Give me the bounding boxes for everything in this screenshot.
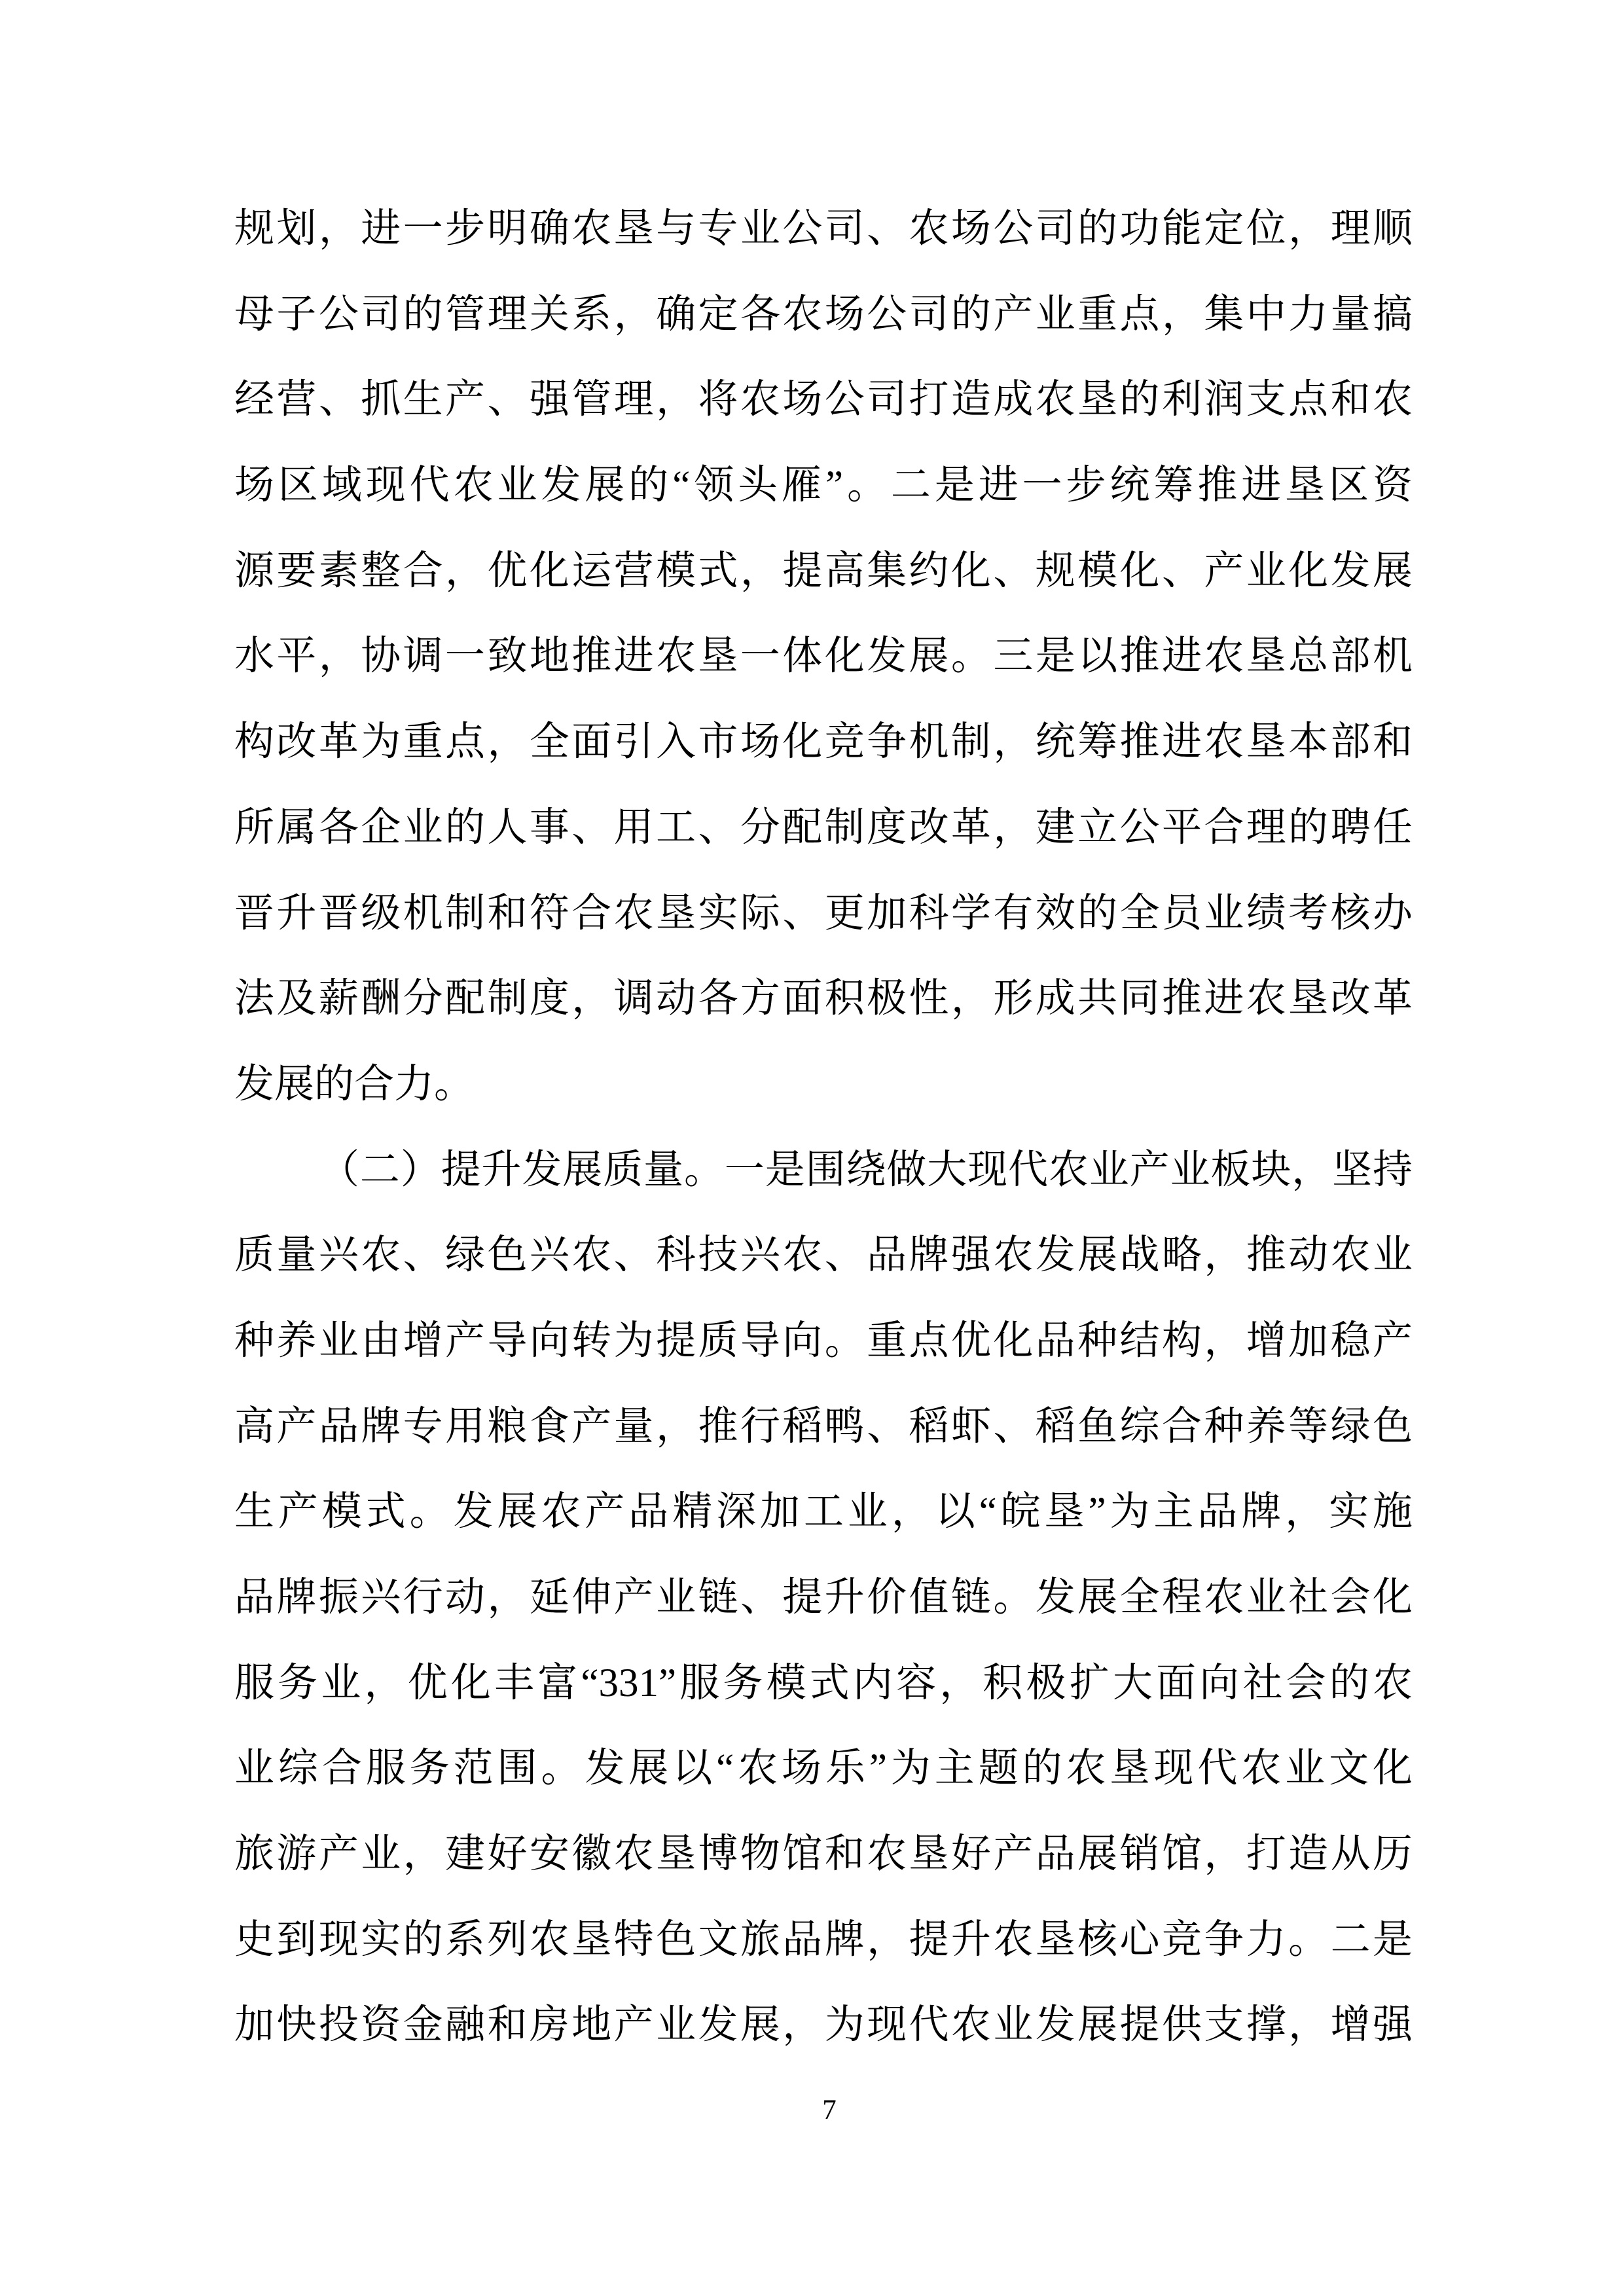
text-line: 经营、抓生产、强管理，将农场公司打造成农垦的利润支点和农 (234, 378, 1413, 422)
text-line: 史到现实的系列农垦特色文旅品牌，提升农垦核心竞争力。二是 (234, 1917, 1413, 1962)
text-line: 业综合服务范围。发展以“农场乐”为主题的农垦现代农业文化 (234, 1746, 1413, 1791)
text-line: 品牌振兴行动，延伸产业链、提升价值链。发展全程农业社会化 (234, 1576, 1413, 1619)
text-line: 服务业，优化丰富“331”服务模式内容，积极扩大面向社会的农 (234, 1661, 1413, 1705)
page-number: 7 (822, 2095, 837, 2125)
text-line: 生产模式。发展农产品精深加工业，以“皖垦”为主品牌，实施 (234, 1490, 1413, 1534)
text-line: 种养业由增产导向转为提质导向。重点优化品种结构，增加稳产 (234, 1318, 1413, 1363)
text-line: 源要素整合，优化运营模式，提高集约化、规模化、产业化发展 (234, 549, 1413, 593)
text-line: 规划，进一步明确农垦与专业公司、农场公司的功能定位，理顺 (234, 207, 1413, 251)
body-text (234, 187, 1413, 2069)
text-line: 构改革为重点，全面引入市场化竞争机制，统筹推进农垦本部和 (234, 720, 1413, 765)
text-line: 母子公司的管理关系，确定各农场公司的产业重点，集中力量搞 (234, 292, 1413, 336)
text-line: 高产品牌专用粮食产量，推行稻鸭、稻虾、稻鱼综合种养等绿色 (234, 1404, 1413, 1449)
text-line: 水平，协调一致地推进农垦一体化发展。三是以推进农垦总部机 (234, 634, 1413, 679)
text-line: 法及薪酬分配制度，调动各方面积极性，形成共同推进农垦改革 (234, 977, 1413, 1021)
text-line: 质量兴农、绿色兴农、科技兴农、品牌强农发展战略，推动农业 (234, 1233, 1413, 1278)
text-line: （二）提升发展质量。一是围绕做大现代农业产业板块，坚持 (319, 1148, 1413, 1192)
text-line: 晋升晋级机制和符合农垦实际、更加科学有效的全员业绩考核办 (234, 891, 1413, 935)
text-line: 旅游产业，建好安徽农垦博物馆和农垦好产品展销馆，打造从历 (234, 1832, 1413, 1877)
text-line: 发展的合力。 (234, 1062, 475, 1106)
text-line: 所属各企业的人事、用工、分配制度改革，建立公平合理的聘任 (234, 805, 1413, 850)
text-line: 加快投资金融和房地产业发展，为现代农业发展提供支撑，增强 (234, 2003, 1413, 2048)
text-line: 场区域现代农业发展的“领头雁”。二是进一步统筹推进垦区资 (234, 463, 1413, 508)
